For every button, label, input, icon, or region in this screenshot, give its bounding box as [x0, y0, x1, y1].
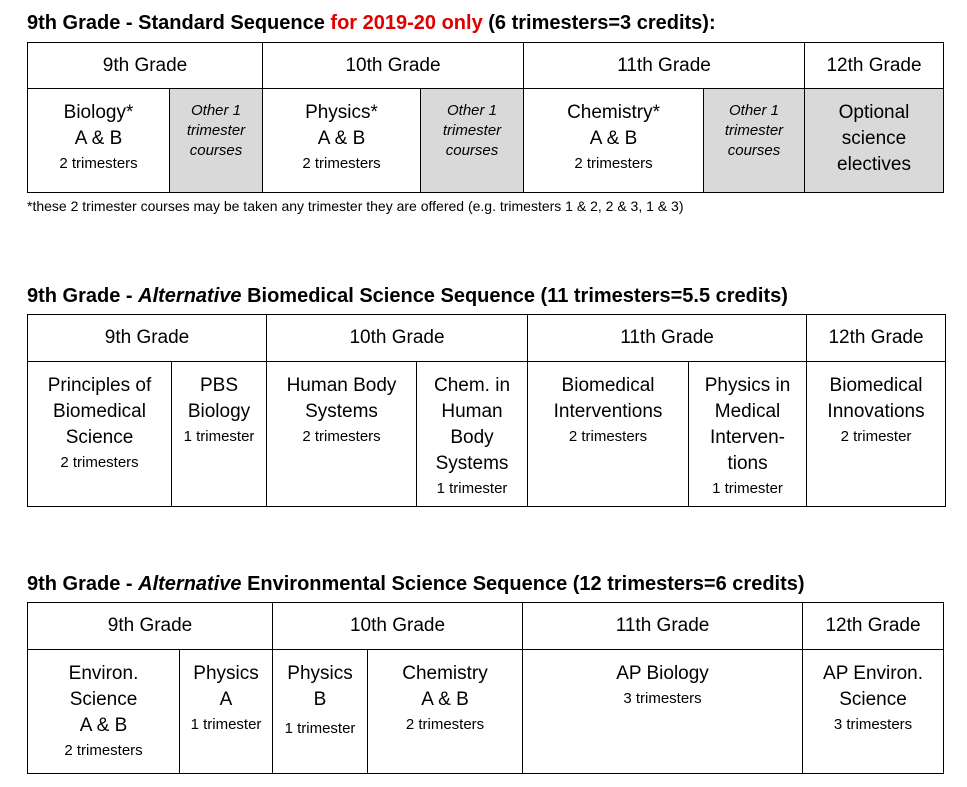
course-duration: 2 trimesters — [568, 428, 648, 445]
grade-header: 12th Grade — [807, 315, 946, 362]
section-1-title-a: 9th Grade - Standard Sequence — [27, 12, 331, 34]
grade-header-row — [28, 315, 946, 362]
course-cell-chem-human-body — [417, 362, 528, 507]
course-cell-physics-a — [180, 650, 273, 774]
course-line: Human Body — [286, 375, 397, 396]
course-cell-physics — [263, 89, 421, 193]
course-duration: 2 trimester — [840, 428, 912, 445]
course-line: Innovations — [827, 401, 925, 422]
course-line: Environ. — [68, 663, 139, 684]
course-line: A — [219, 689, 233, 710]
course-line: Principles of — [47, 375, 152, 396]
grade-header: 10th Grade — [263, 43, 524, 89]
course-line: Physics — [193, 663, 259, 684]
course-cell-interventions — [528, 362, 689, 507]
course-cell-physics-b — [273, 650, 368, 774]
course-cell-chemistry — [524, 89, 704, 193]
grade-header: 9th Grade — [28, 603, 273, 650]
course-line: Science — [69, 689, 138, 710]
course-line: Body — [450, 427, 494, 448]
course-line: courses — [189, 142, 243, 159]
course-duration: 2 trimesters — [64, 742, 143, 759]
course-duration: 2 trimesters — [405, 716, 485, 733]
course-duration: 2 trimesters — [302, 155, 381, 172]
course-line: Biomedical — [53, 401, 146, 422]
course-line: Physics in — [704, 375, 791, 396]
course-cell-other — [421, 89, 524, 193]
course-line: Physics* — [305, 102, 378, 123]
section-3-title-a: 9th Grade - — [27, 573, 139, 595]
course-duration: 1 trimester — [436, 480, 508, 497]
course-cell-environ-science — [28, 650, 180, 774]
course-duration: 3 trimesters — [833, 716, 913, 733]
course-line: Optional — [838, 102, 910, 123]
course-line: courses — [445, 142, 499, 159]
course-cell-human-body — [267, 362, 417, 507]
course-cell-ap-biology — [523, 650, 803, 774]
course-line: trimester — [724, 122, 784, 139]
grade-header: 12th Grade — [803, 603, 944, 650]
course-cell-chemistry — [368, 650, 523, 774]
course-duration: 1 trimester — [712, 480, 783, 497]
course-line: Other 1 — [190, 102, 242, 119]
course-line: Systems — [305, 401, 378, 422]
section-2-title — [27, 286, 788, 306]
grade-header: 11th Grade — [528, 315, 807, 362]
course-cell-electives — [805, 89, 944, 193]
course-duration: 1 trimester — [190, 716, 262, 733]
course-cell-ap-environ — [803, 650, 944, 774]
biomedical-sequence-table — [27, 314, 946, 507]
course-line: Interven- — [710, 427, 785, 448]
course-line: PBS — [199, 375, 239, 396]
course-line: courses — [727, 142, 781, 159]
section-3-title-italic: Alternative — [138, 573, 242, 595]
section-3-title-c: Environmental Science Sequence (12 trimesters=6 credits) — [241, 573, 805, 595]
course-line: Biology — [187, 401, 251, 422]
course-cell-pbs-biology — [172, 362, 267, 507]
course-line: AP Biology — [616, 663, 709, 684]
course-cell-innovations — [807, 362, 946, 507]
course-line: B — [313, 689, 327, 710]
course-duration: 2 trimesters — [60, 454, 139, 471]
section-2-title-c: Biomedical Science Sequence (11 trimesters=5.5 credits) — [241, 285, 788, 307]
grade-header: 11th Grade — [523, 603, 803, 650]
course-line: Chemistry* — [567, 102, 660, 123]
course-line: trimester — [442, 122, 502, 139]
course-line: Biomedical — [561, 375, 655, 396]
course-duration: 1 trimester — [284, 720, 356, 737]
course-cell-physics-medical — [689, 362, 807, 507]
section-1-title — [27, 13, 716, 33]
course-line: Chemistry — [402, 663, 488, 684]
section-1-title-c: (6 trimesters=3 credits): — [482, 12, 716, 34]
course-line: Science — [65, 427, 134, 448]
course-line: Science — [839, 689, 907, 710]
course-line: Interventions — [553, 401, 663, 422]
section-3-title — [27, 574, 805, 594]
section-1-title-highlight: for 2019-20 only — [330, 12, 483, 34]
grade-header-row — [28, 603, 944, 650]
course-cell-principles — [28, 362, 172, 507]
course-line: Physics — [287, 663, 353, 684]
course-line: AP Environ. — [823, 663, 923, 684]
course-line: science — [841, 128, 907, 149]
footnote: *these 2 trimester courses may be taken any trimester they are offered (e.g. trimesters 1 & 2, 2 & 3, 1 & 3) — [27, 198, 684, 214]
course-line: Human — [441, 401, 503, 422]
course-line: Chem. in — [433, 375, 511, 396]
grade-header: 10th Grade — [267, 315, 528, 362]
course-cell-other — [704, 89, 805, 193]
course-line: trimester — [186, 122, 246, 139]
course-duration: 2 trimesters — [59, 155, 138, 172]
course-line: electives — [837, 154, 911, 175]
course-line: A & B — [79, 715, 128, 736]
course-row — [28, 89, 944, 193]
course-line: Biology* — [63, 102, 134, 123]
course-line: A & B — [74, 128, 123, 149]
course-line: Biomedical — [829, 375, 923, 396]
course-duration: 2 trimesters — [574, 155, 653, 172]
course-cell-biology — [28, 89, 170, 193]
course-duration: 2 trimesters — [302, 428, 381, 445]
course-line: Other 1 — [729, 102, 780, 119]
grade-header: 10th Grade — [273, 603, 523, 650]
course-cell-other — [170, 89, 263, 193]
grade-header-row — [28, 43, 944, 89]
grade-header: 11th Grade — [524, 43, 805, 89]
course-line: tions — [727, 453, 768, 474]
section-2-title-italic: Alternative — [138, 285, 242, 307]
grade-header: 9th Grade — [28, 315, 267, 362]
course-line: Other 1 — [446, 102, 498, 119]
course-duration: 1 trimester — [183, 428, 255, 445]
environmental-sequence-table — [27, 602, 944, 774]
course-line: Systems — [435, 453, 509, 474]
course-row — [28, 362, 946, 507]
course-row — [28, 650, 944, 774]
course-line: A & B — [421, 689, 469, 710]
course-line: A & B — [589, 128, 638, 149]
course-line: Medical — [714, 401, 781, 422]
grade-header: 12th Grade — [805, 43, 944, 89]
course-line: A & B — [317, 128, 366, 149]
section-2-title-a: 9th Grade - — [27, 285, 139, 307]
course-duration: 3 trimesters — [623, 690, 702, 707]
grade-header: 9th Grade — [28, 43, 263, 89]
standard-sequence-table — [27, 42, 944, 193]
